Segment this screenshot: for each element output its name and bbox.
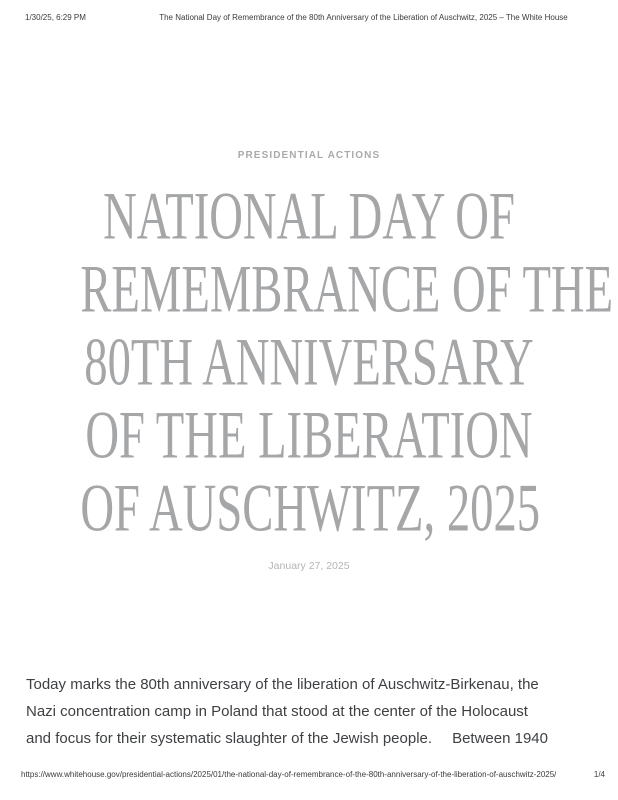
publish-date: January 27, 2025 bbox=[268, 560, 350, 572]
page-title bbox=[0, 180, 618, 545]
print-timestamp: 1/30/25, 6:29 PM bbox=[25, 13, 86, 22]
title-line-1: NATIONAL DAY OF bbox=[103, 178, 515, 254]
title-line-2: REMEMBRANCE OF THE bbox=[80, 251, 614, 327]
paragraph-text: Today marks the 80th anniversary of the liberation of Auschwitz-Birkenau, the Nazi concentration camp in Poland that stood at the center of the Holocaust and focus for their systematic slaughter of the Jewish people. bbox=[26, 676, 539, 747]
print-source-url: https://www.whitehouse.gov/presidential-actions/2025/01/the-national-day-of-remembrance-of-the-80th-anniversary-of-the-liberation-of-auschwitz-2025/ bbox=[21, 770, 557, 779]
title-line-3: 80TH ANNIVERSARY bbox=[84, 324, 534, 400]
article-paragraph bbox=[26, 671, 553, 752]
category-label: PRESIDENTIAL ACTIONS bbox=[237, 150, 381, 161]
print-page-number: 1/4 bbox=[593, 770, 605, 779]
print-footer bbox=[21, 770, 605, 779]
print-header bbox=[25, 13, 593, 22]
print-document-title: The National Day of Remembrance of the 80th Anniversary of the Liberation of Auschwitz, 2025 – The White House bbox=[159, 13, 568, 22]
title-line-5: OF AUSCHWITZ, 2025 bbox=[80, 470, 541, 546]
paragraph-continuation: Between 1940 bbox=[452, 730, 548, 747]
title-line-4: OF THE LIBERATION bbox=[85, 397, 533, 473]
